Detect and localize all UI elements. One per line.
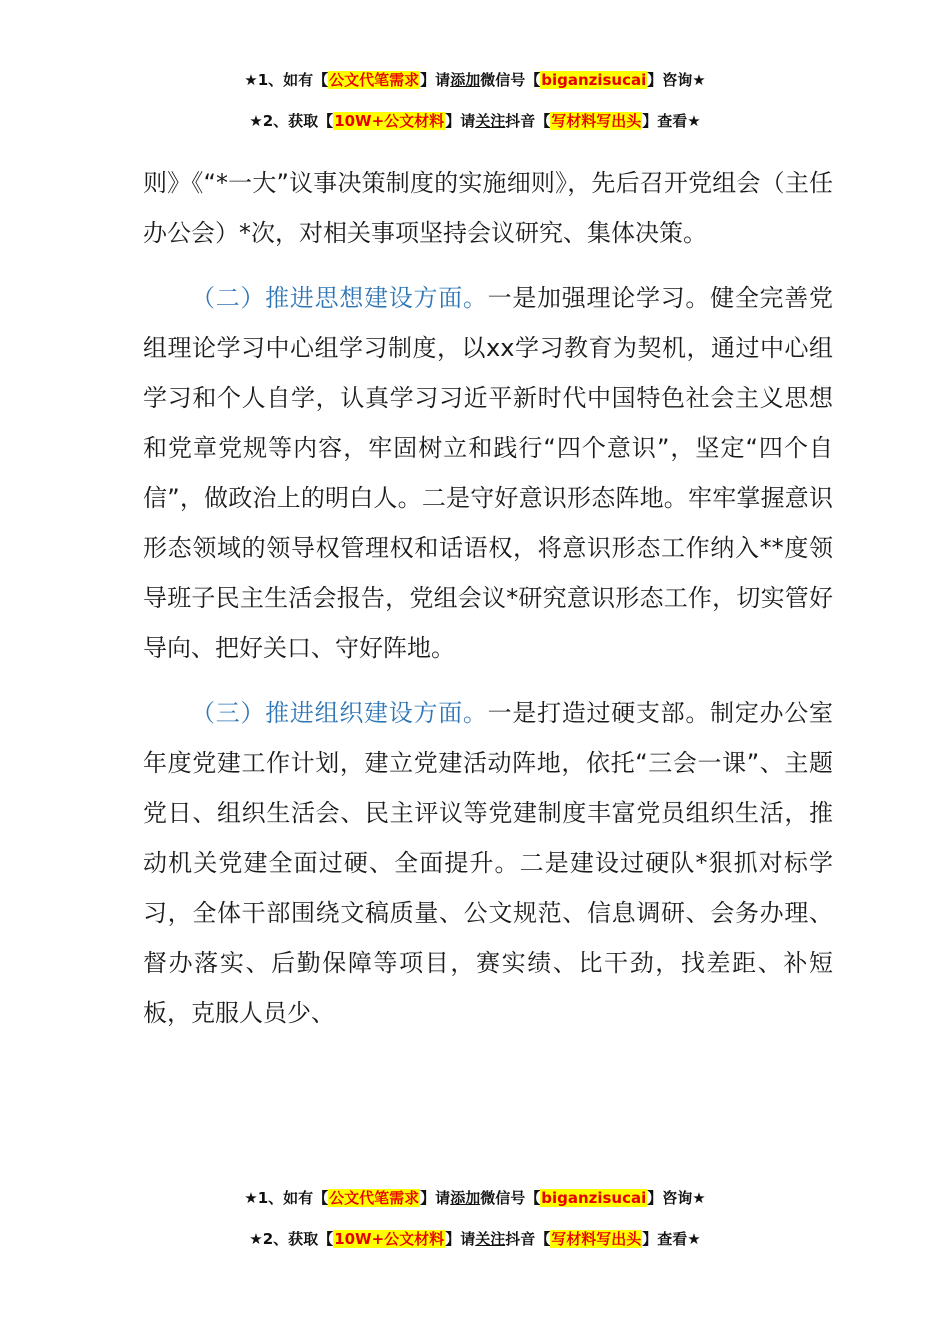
paragraph-organization [143,688,833,1038]
section-body-organization: 一是打造过硬支部。制定办公室年度党建工作计划，建立党建活动阵地，依托“三会一课”、主题党日、组织生活会、民主评议等党建制度丰富党员组织生活，推动机关党建全面过硬、全面提升。二是建设过硬队*狠抓对标学习，全体干部围绕文稿质量、公文规范、信息调研、会务办理、督办落实、后勤保障等项目，赛实绩、比干劲，找差距、补短板，克服人员少、 [143,699,833,1027]
footer-promo-line-2 [0,1228,950,1250]
promo-underline: 关注 [475,112,506,130]
promo-text: 】查看★ [642,112,701,130]
promo-highlight: 写材料写出头 [551,1230,642,1248]
promo-text: 】查看★ [642,1230,701,1248]
promo-highlight: 写材料写出头 [551,112,642,130]
document-body [143,158,833,1038]
promo-text: ★2、获取【 [249,112,334,130]
promo-underline: 添加 [450,1189,481,1207]
promo-highlight: 10W+公文材料 [334,112,445,130]
paragraph-continued: 则》《“*一大”议事决策制度的实施细则》，先后召开党组会（主任办公会）*次，对相关事项坚持会议研究、集体决策。 [143,169,833,247]
section-heading-ideology: （二）推进思想建设方面。 [191,284,488,312]
promo-highlight: 公文代笔需求 [329,1189,420,1207]
promo-text: 】请 [420,71,451,89]
promo-text: 】请 [445,112,476,130]
paragraph-ideology [143,273,833,673]
promo-text: 】咨询★ [647,71,706,89]
promo-highlight: 公文代笔需求 [329,71,420,89]
header-promo-line-2 [0,110,950,132]
promo-text: ★2、获取【 [249,1230,334,1248]
promo-highlight: 10W+公文材料 [334,1230,445,1248]
promo-highlight: biganzisucai [541,1189,647,1207]
section-body-ideology: 一是加强理论学习。健全完善党组理论学习中心组学习制度，以xx学习教育为契机，通过中心组学习和个人自学，认真学习习近平新时代中国特色社会主义思想和党章党规等内容，牢固树立和践行“四个意识”，坚定“四个自信”，做政治上的明白人。二是守好意识形态阵地。牢牢掌握意识形态领域的领导权管理权和话语权，将意识形态工作纳入**度领导班子民主生活会报告，党组会议*研究意识形态工作，切实管好导向、把好关口、守好阵地。 [143,284,833,662]
section-heading-organization: （三）推进组织建设方面。 [191,699,488,727]
promo-text: 】请 [445,1230,476,1248]
promo-text: 】咨询★ [647,1189,706,1207]
promo-text: ★1、如有【 [244,71,329,89]
promo-text: 微信号【 [480,71,541,89]
promo-text: 】请 [420,1189,451,1207]
promo-text: ★1、如有【 [244,1189,329,1207]
footer-promo-line-1 [0,1187,950,1209]
promo-underline: 关注 [475,1230,506,1248]
promo-text: 抖音【 [505,1230,551,1248]
promo-text: 微信号【 [480,1189,541,1207]
promo-highlight: biganzisucai [541,71,647,89]
promo-text: 抖音【 [505,112,551,130]
header-promo-line-1 [0,69,950,91]
promo-underline: 添加 [450,71,481,89]
